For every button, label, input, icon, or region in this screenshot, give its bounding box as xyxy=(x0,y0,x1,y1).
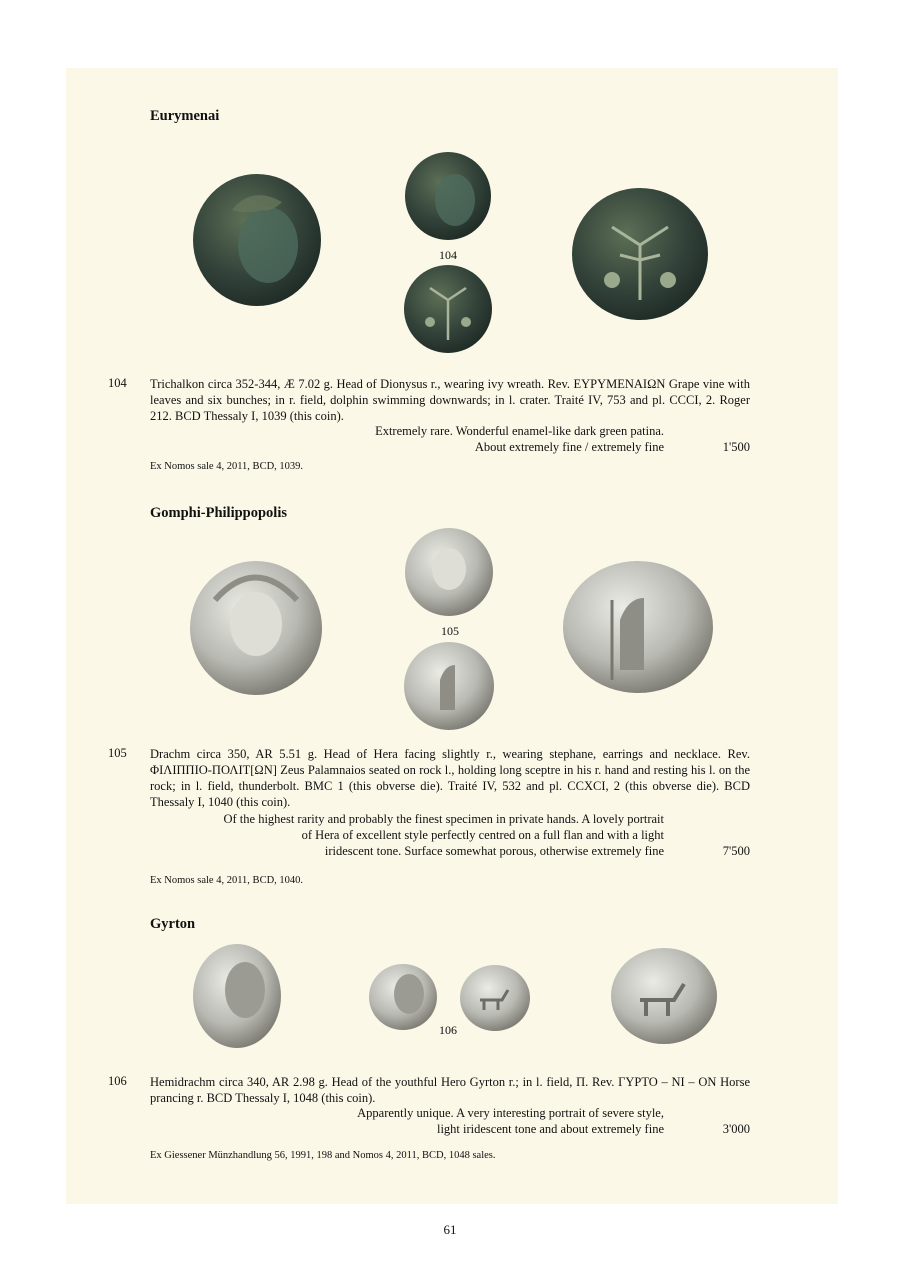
lot-price: 3'000 xyxy=(722,1122,750,1136)
lot-note: Extremely rare. Wonderful enamel-like dark green patina. xyxy=(375,424,664,438)
lot-provenance: Ex Giessener Münzhandlung 56, 1991, 198 and Nomos 4, 2011, BCD, 1048 sales. xyxy=(150,1150,496,1161)
lot-note: Apparently unique. A very interesting portrait of severe style, xyxy=(357,1106,664,1120)
lot-provenance: Ex Nomos sale 4, 2011, BCD, 1040. xyxy=(150,875,304,886)
hero-head-coin-icon xyxy=(369,964,437,1030)
lot-number: 104 xyxy=(108,376,127,390)
prancing-horse-coin-icon xyxy=(611,948,717,1044)
lot-description: Drachm circa 350, AR 5.51 g. Head of Hera facing slightly r., wearing stephane, earrings and necklace. Rev. ΦΙΛΙΠΠΙΟ-ΠΟΛΙΤ[ΩΝ] Zeus Palamnaios seated on rock l., holding long sceptre in his r. hand and resting his l. on the rock; in l. field, thunderbolt. BMC 1 (this obverse die). Traité IV, 532 and pl. CCXCI, 2 (this obverse die). BCD Thessaly I, 1040 (this coin). xyxy=(150,747,750,809)
lot-grade: About extremely fine / extremely fine xyxy=(474,440,664,454)
section-heading-gomphi-philippopolis: Gomphi-Philippopolis xyxy=(150,505,287,521)
section-heading-gyrton: Gyrton xyxy=(150,916,196,932)
lot-note: of Hera of excellent style perfectly centred on a full flan and with a light xyxy=(301,828,664,842)
lot-number: 106 xyxy=(108,1074,127,1088)
lot-number-label: 106 xyxy=(439,1023,457,1037)
lot-description: Trichalkon circa 352-344, Æ 7.02 g. Head of Dionysus r., wearing ivy wreath. Rev. ΕΥΡΥΜΕΝΑΙΩΝ Grape vine with leaves and six bunches; in r. field, dolphin swimming downwards; in l. crater. Traité IV, 753 and pl. CCCI, 2. Roger 212. BCD Thessaly I, 1039 (this coin). xyxy=(150,377,750,423)
lot-number-label: 105 xyxy=(441,624,459,638)
lot-grade: iridescent tone. Surface somewhat porous, otherwise extremely fine xyxy=(324,844,664,858)
lot-description: Hemidrachm circa 340, AR 2.98 g. Head of the youthful Hero Gyrton r.; in l. field, Π. Rev. ΓΥΡΤΟ – ΝΙ – ΟΝ Horse prancing r. BCD Thessaly I, 1048 (this coin). xyxy=(150,1075,750,1105)
hero-head-coin-icon xyxy=(193,944,281,1048)
lot-note: Of the highest rarity and probably the finest specimen in private hands. A lovely portrait xyxy=(223,812,664,826)
page-number: 61 xyxy=(443,1222,457,1237)
lot-number-label: 104 xyxy=(439,248,457,262)
section-heading-eurymenai: Eurymenai xyxy=(150,108,220,124)
lot-price: 7'500 xyxy=(722,844,750,858)
lot-provenance: Ex Nomos sale 4, 2011, BCD, 1039. xyxy=(150,461,304,472)
lot-number: 105 xyxy=(108,746,127,760)
prancing-horse-coin-icon xyxy=(460,965,530,1031)
lot-price: 1'500 xyxy=(722,440,750,454)
lot-grade: light iridescent tone and about extremely fine xyxy=(436,1122,664,1136)
